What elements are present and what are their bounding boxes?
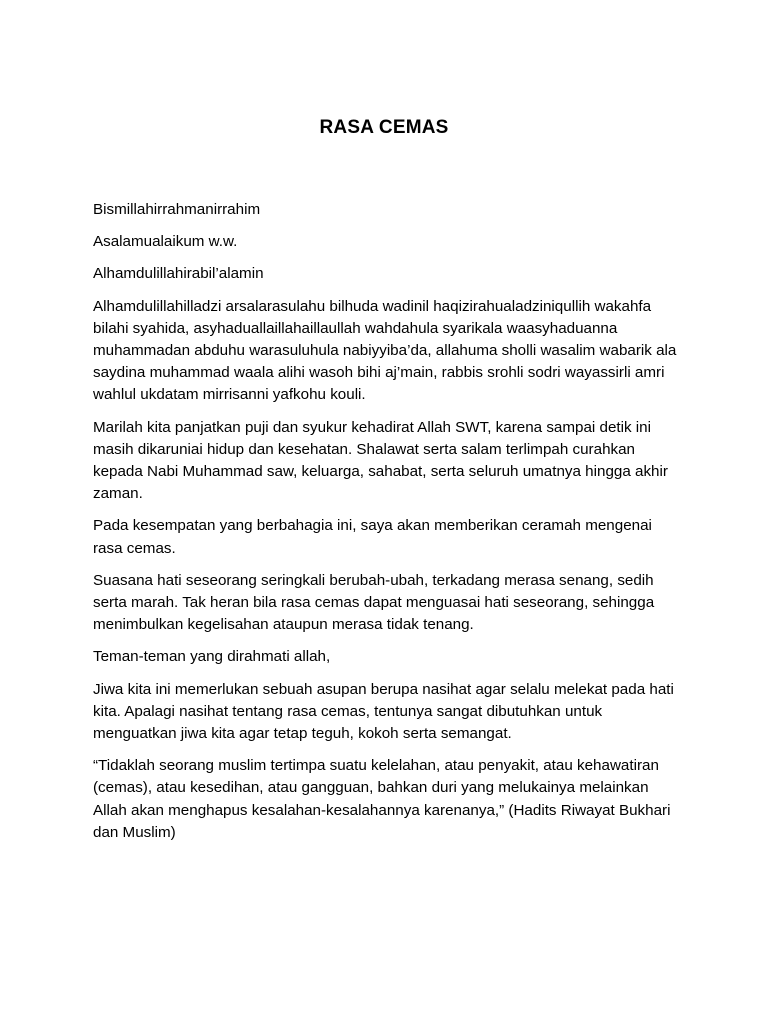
paragraph-hamdalah: Alhamdulillahirabil’alamin bbox=[93, 265, 264, 283]
document-title: RASA CEMAS bbox=[319, 117, 449, 138]
paragraph-gratitude: Marilah kita panjatkan puji dan syukur kehadirat Allah SWT, karena sampai detik ini masih dikaruniai hidup dan kesehatan. Shalawat serta salam terlimpah curahkan kepada Nabi Muhammad saw, keluarga, sahabat, serta seluruh umatnya hingga akhir zaman. bbox=[93, 418, 668, 503]
paragraph-mood-changes: Suasana hati seseorang seringkali berubah-ubah, terkadang merasa senang, sedih serta marah. Tak heran bila rasa cemas dapat menguasai hati seseorang, sehingga menimbulkan kegelisahan ataupun merasa tidak tenang. bbox=[93, 571, 655, 634]
document-body bbox=[93, 199, 683, 854]
paragraph-opening-prayer: Alhamdulillahilladzi arsalarasulahu bilhuda wadinil haqizirahualadziniqullih wakahfa bilahi syahida, asyhaduallaillahaillaullah wahdahula syarikala waasyhaduanna muhammadan abduhu warasuluhula nabiyyiba’da, allahuma sholli wasalim wabarik ala saydina muhammad waala alihi wasoh bihi aj’main, rabbis srohli sodri wayassirli amri wahlul ukdatam mirrisanni yafkohu kouli. bbox=[93, 297, 677, 404]
paragraph-hadith-quote: “Tidaklah seorang muslim tertimpa suatu kelelahan, atau penyakit, atau kehawatiran (cemas), atau kesedihan, atau gangguan, bahkan duri yang melukainya melainkan Allah akan menghapus kesalahan-kesalahannya karenanya,” (Hadits Riwayat Bukhari dan Muslim) bbox=[93, 757, 671, 841]
paragraph-bismillah: Bismillahirrahmanirrahim bbox=[93, 201, 261, 218]
paragraph-salam: Asalamualaikum w.w. bbox=[93, 233, 238, 251]
paragraph-advice-need: Jiwa kita ini memerlukan sebuah asupan berupa nasihat agar selalu melekat pada hati kita. Apalagi nasihat tentang rasa cemas, tentunya sangat dibutuhkan untuk menguatkan jiwa kita agar tetap teguh, kokoh serta semangat. bbox=[93, 680, 674, 743]
paragraph-topic-intro: Pada kesempatan yang berbahagia ini, saya akan memberikan ceramah mengenai rasa cemas. bbox=[93, 517, 652, 557]
paragraph-greeting-friends: Teman-teman yang dirahmati allah, bbox=[93, 648, 331, 666]
